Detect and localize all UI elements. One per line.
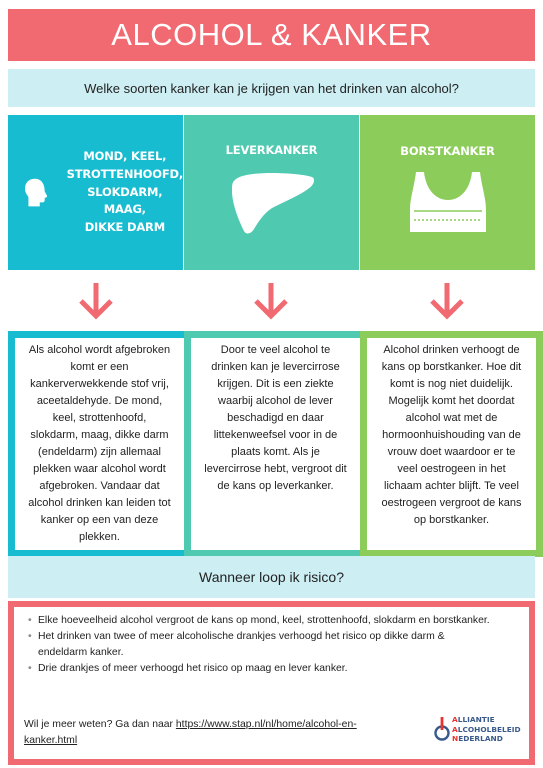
alliantie-logo [434, 713, 524, 749]
bullet-icon: • [28, 615, 32, 626]
card-label: LEVERKANKER [225, 142, 318, 157]
question-text: Welke soorten kanker kan je krijgen van het drinken van alcohol? [84, 80, 459, 96]
card-label: MOND, KEEL, STROTTENHOOFD, SLOKDARM, MAAG, DIKKE DARM [66, 148, 183, 235]
list-item: • Het drinken van twee of meer alcoholische drankjes verhoogd het risico op dikke darm & endeldarm kanker. [28, 631, 445, 658]
bullet-icon: • [28, 631, 32, 642]
down-arrow-icon [427, 281, 467, 321]
head-icon [23, 162, 49, 224]
logo-mark-icon [434, 715, 450, 745]
description-breast: Alcohol drinken verhoogt de kans op borstkanker. Hoe dit komt is nog niet duidelijk. Mogelijk komt het doordat alcohol wat met de hormoonhuishouding van de vrouw doet waardoor er te veel oestrogeen in het lichaam achter blijft. Te veel oestrogeen vergroot de kans op borstkanker. [360, 331, 543, 557]
card-liver [184, 115, 359, 270]
question-banner [8, 69, 535, 107]
description-mouth-throat: Als alcohol wordt afgebroken komt er een kankerverwekkende stof vrij, aceetaldehyde. De mond, keel, strottenhoofd, slokdarm, maag, dikke darm (endeldarm) zijn allemaal plekken waar alcohol wordt afgebroken. Vandaar dat alcohol drinken kan leiden tot kanker op een van deze plekken. [8, 331, 191, 557]
description-liver: Door te veel alcohol te drinken kan je levercirrose krijgen. Dit is een ziekte waarbij alcohol de lever beschadigd en daar littekenweefsel voor in de plaats komt. Als je levercirrose hebt, vergroot dit de kans op leverkanker. [184, 331, 367, 557]
page-title: ALCOHOL & KANKER [111, 17, 432, 52]
sports-bra-icon [406, 170, 490, 234]
bullet-icon: • [28, 663, 32, 674]
down-arrow-icon [251, 281, 291, 321]
list-item: • Elke hoeveelheid alcohol vergroot de kans op mond, keel, strottenhoofd, slokdarm en borstkanker. [28, 613, 529, 629]
card-breast [360, 115, 535, 270]
title-banner [8, 9, 535, 61]
risk-box [8, 601, 535, 765]
card-label: BORSTKANKER [400, 143, 495, 158]
down-arrow-icon [76, 281, 116, 321]
risk-list [14, 607, 529, 677]
more-info-link[interactable]: https://www.stap.nl/nl/home/alcohol-en- kanker.html [24, 719, 357, 746]
card-mouth-throat [8, 115, 183, 270]
more-info: Wil je meer weten? Ga dan naar https://www.stap.nl/nl/home/alcohol-en- kanker.html [24, 719, 357, 746]
logo-text: ALLIANTIE ALCOHOLBELEID NEDERLAND [452, 715, 521, 744]
risk-heading: Wanneer loop ik risico? [199, 569, 344, 585]
list-item: • Drie drankjes of meer verhoogd het risico op maag en lever kanker. [28, 661, 529, 677]
liver-icon [228, 171, 316, 237]
risk-banner [8, 556, 535, 598]
